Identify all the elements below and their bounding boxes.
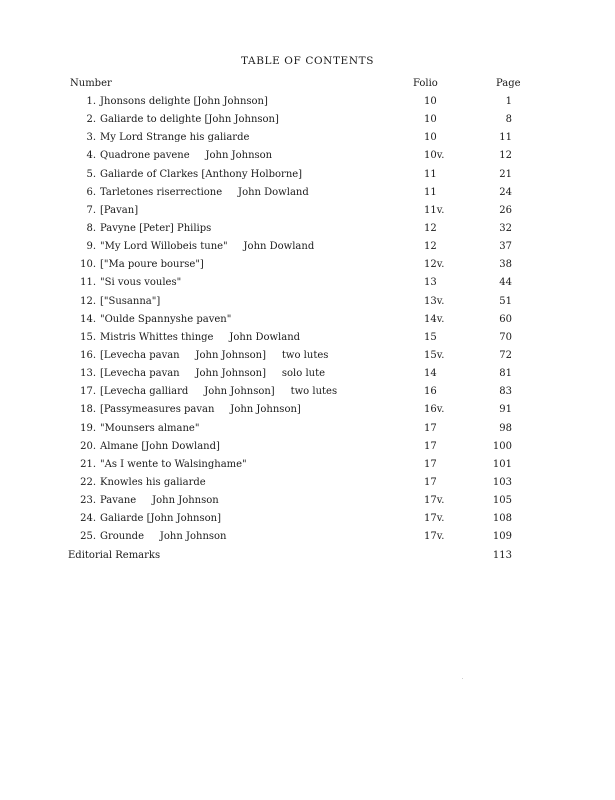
entry-title: [Pavan] (100, 204, 139, 216)
entry-title: "As I wente to Walsinghame" (100, 458, 247, 470)
entry-number: 10. (80, 259, 96, 271)
entry-folio: 12v. (424, 259, 445, 271)
entry-folio: 14 (424, 368, 437, 380)
entry-page: 21 (499, 168, 512, 180)
entry-folio: 10 (424, 96, 437, 107)
contents-entry (0, 347, 615, 365)
entry-page: 26 (499, 204, 512, 216)
entry-folio: 17v. (424, 513, 445, 525)
contents-entry (0, 438, 615, 456)
entry-page: 12 (499, 150, 512, 162)
entry-title: Galiarde of Clarkes [Anthony Holborne] (100, 168, 303, 180)
entry-page: 60 (499, 313, 512, 325)
entry-page: 83 (499, 386, 512, 398)
contents-entry (0, 528, 615, 546)
contents-list (0, 93, 615, 565)
entry-folio: 14v. (424, 313, 445, 325)
entry-page: 44 (499, 277, 512, 289)
editorial-remarks-page: 113 (492, 549, 512, 561)
entry-folio: 15 (424, 331, 437, 343)
contents-entry (0, 329, 615, 347)
entry-number: 2. (86, 114, 96, 126)
entry-folio: 15v. (424, 349, 445, 361)
contents-entry (0, 256, 615, 274)
entry-number: 9. (86, 241, 96, 253)
entry-page: 103 (492, 476, 512, 488)
entry-number: 20. (80, 440, 96, 452)
entry-title: My Lord Strange his galiarde (100, 132, 250, 144)
entry-page: 108 (492, 513, 512, 525)
entry-folio: 11 (424, 168, 437, 180)
entry-folio: 12 (424, 222, 437, 234)
contents-entry (0, 365, 615, 383)
contents-entry (0, 238, 615, 256)
entry-title: "Mounsers almane" (100, 422, 200, 434)
entry-number: 17. (80, 386, 96, 398)
entry-title: Grounde John Johnson (100, 531, 227, 543)
entry-page: 32 (499, 222, 512, 234)
entry-number: 3. (86, 132, 96, 144)
entry-number: 19. (80, 422, 96, 434)
contents-entry (0, 147, 615, 165)
entry-page: 72 (499, 349, 512, 361)
contents-entry (0, 311, 615, 329)
column-header-page: Page (496, 78, 521, 89)
contents-entry (0, 383, 615, 401)
entry-title: ["Ma poure bourse"] (100, 259, 204, 271)
entry-number: 14. (80, 313, 96, 325)
entry-title: "Si vous voules" (100, 277, 182, 289)
contents-entry (0, 274, 615, 292)
entry-number: 25. (80, 531, 96, 543)
paper-speck (462, 678, 463, 679)
entry-title: Mistris Whittes thinge John Dowland (100, 331, 301, 343)
entry-page: 37 (499, 241, 512, 253)
entry-page: 51 (499, 295, 512, 307)
contents-entry (0, 184, 615, 202)
entry-title: [Passymeasures pavan John Johnson] (100, 404, 301, 416)
entry-page: 101 (492, 458, 512, 470)
entry-number: 4. (86, 150, 96, 162)
entry-title: Tarletones riserrectione John Dowland (100, 186, 309, 198)
entry-number: 5. (86, 168, 96, 180)
contents-entry (0, 492, 615, 510)
entry-page: 100 (492, 440, 512, 452)
entry-number: 24. (80, 513, 96, 525)
contents-entry (0, 166, 615, 184)
entry-title: "Oulde Spannyshe paven" (100, 313, 232, 325)
entry-page: 24 (499, 186, 512, 198)
entry-folio: 10v. (424, 150, 445, 162)
contents-entry (0, 474, 615, 492)
entry-folio: 17 (424, 440, 437, 452)
entry-number: 11. (80, 277, 96, 289)
entry-title: Quadrone pavene John Johnson (100, 150, 273, 162)
entry-page: 81 (499, 368, 512, 380)
contents-entry (0, 420, 615, 438)
contents-entry (0, 293, 615, 311)
entry-title: Jhonsons delighte [John Johnson] (100, 96, 268, 107)
entry-number: 18. (80, 404, 96, 416)
entry-page: 8 (505, 114, 512, 126)
entry-title: Galiarde [John Johnson] (100, 513, 221, 525)
entry-title: "My Lord Willobeis tune" John Dowland (100, 241, 315, 253)
entry-number: 23. (80, 495, 96, 507)
entry-title: Almane [John Dowland] (100, 440, 220, 452)
entry-number: 21. (80, 458, 96, 470)
entry-page: 70 (499, 331, 512, 343)
entry-folio: 10 (424, 114, 437, 126)
entry-folio: 10 (424, 132, 437, 144)
entry-number: 7. (86, 204, 96, 216)
entry-folio: 17 (424, 458, 437, 470)
entry-number: 15. (80, 331, 96, 343)
entry-page: 91 (499, 404, 512, 416)
contents-entry (0, 202, 615, 220)
entry-number: 1. (86, 96, 96, 107)
entry-page: 38 (499, 259, 512, 271)
contents-entry (0, 510, 615, 528)
contents-entry (0, 111, 615, 129)
entry-number: 12. (80, 295, 96, 307)
entry-folio: 11v. (424, 204, 445, 216)
editorial-remarks-label: Editorial Remarks (68, 549, 161, 561)
entry-folio: 16v. (424, 404, 445, 416)
entry-title: Pavane John Johnson (100, 495, 219, 507)
entry-page: 1 (505, 96, 512, 107)
entry-folio: 13v. (424, 295, 445, 307)
entry-folio: 17 (424, 422, 437, 434)
entry-page: 98 (499, 422, 512, 434)
contents-entry (0, 220, 615, 238)
entry-title: [Levecha pavan John Johnson] solo lute (100, 368, 326, 380)
entry-title: ["Susanna"] (100, 295, 161, 307)
entry-title: Galiarde to delighte [John Johnson] (100, 114, 279, 126)
entry-number: 13. (80, 368, 96, 380)
entry-folio: 12 (424, 241, 437, 253)
entry-page: 109 (492, 531, 512, 543)
contents-entry (0, 456, 615, 474)
entry-title: Knowles his galiarde (100, 476, 206, 488)
entry-folio: 13 (424, 277, 437, 289)
entry-folio: 17v. (424, 531, 445, 543)
entry-number: 16. (80, 349, 96, 361)
entry-title: Pavyne [Peter] Philips (100, 222, 212, 234)
contents-entry (0, 129, 615, 147)
entry-title: [Levecha galliard John Johnson] two lutes (100, 386, 338, 398)
contents-entry (0, 401, 615, 419)
entry-folio: 17v. (424, 495, 445, 507)
entry-folio: 17 (424, 476, 437, 488)
column-header-folio: Folio (413, 78, 438, 89)
entry-number: 8. (86, 222, 96, 234)
entry-number: 22. (80, 476, 96, 488)
entry-page: 11 (499, 132, 512, 144)
contents-entry (0, 93, 615, 111)
entry-folio: 16 (424, 386, 437, 398)
column-header-number: Number (70, 78, 112, 89)
entry-title: [Levecha pavan John Johnson] two lutes (100, 349, 329, 361)
editorial-remarks-row (0, 547, 615, 565)
page-title: TABLE OF CONTENTS (240, 55, 375, 67)
entry-page: 105 (492, 495, 512, 507)
entry-folio: 11 (424, 186, 437, 198)
entry-number: 6. (86, 186, 96, 198)
